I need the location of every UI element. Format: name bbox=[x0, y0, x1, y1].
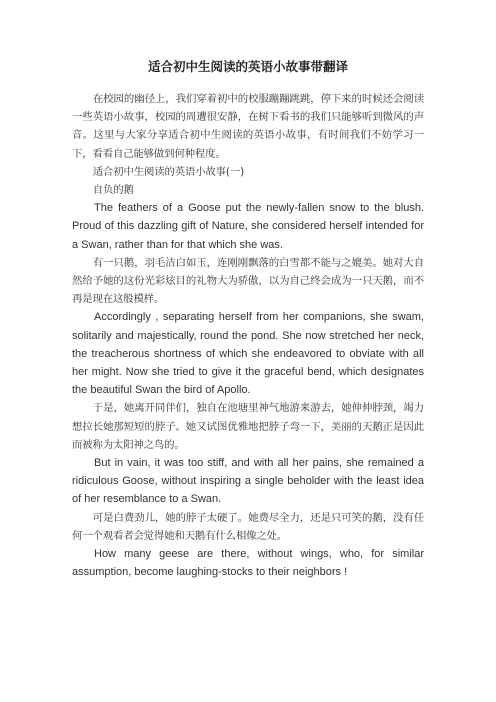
english-paragraph: But in vain, it was too stiff, and with all her pains, she remained a ridiculous Goose, without inspiring a single beholder with the least idea of her resemblance to a Swan. bbox=[72, 457, 424, 506]
story-title: 自负的鹅 bbox=[92, 184, 134, 197]
chinese-paragraph: 有一只鹅，羽毛洁白如玉，连刚刚飘落的白雪都不能与之媲美。她对大自然给予她的这份光彩炫目的礼物大为骄傲，以为自己终会成为一只天鹅，而不再是现在这般模样。 bbox=[72, 256, 424, 306]
english-paragraph: How many geese are there, without wings, who, for similar assumption, become laughing-stocks to their neighbors ! bbox=[72, 548, 424, 579]
intro-paragraph: 在校园的幽径上，我们穿着初中的校服蹦蹦跳跳，停下来的时候还会阅读一些英语小故事，校园的周遭很安静，在树下看书的我们只能够听到微风的声音。这里与大家分享适合初中生阅读的英语小故事，有时间我们不妨学习一下，看看自己能够做到何种程度。 bbox=[72, 93, 424, 160]
chinese-paragraph: 可是白费劲儿，她的脖子太硬了。她费尽全力，还是只可笑的鹅，没有任何一个观看者会觉得她和天鹅有什么相像之处。 bbox=[72, 511, 424, 542]
english-paragraph: The feathers of a Goose put the newly-fallen snow to the blush. Proud of this dazzling gift of Nature, she considered herself intended for a Swan, rather than for that which she was. bbox=[72, 202, 424, 251]
english-paragraph: Accordingly , separating herself from her companions, she swam, solitarily and majestically, round the pond. She now stretched her neck, the treacherous shortness of which she endeavored to obviate with all her might. Now she tried to give it the graceful bend, which designates the beautiful Swan the bird of Apollo. bbox=[72, 311, 424, 397]
section-heading: 适合初中生阅读的英语小故事(一) bbox=[92, 165, 244, 178]
chinese-paragraph: 于是，她离开同伴们，独自在池塘里神气地游来游去，她伸伸脖颈，竭力想拉长她那短短的脖子。她又试图优雅地把脖子弯一下，美丽的天鹅正是因此而被称为太阳神之鸟的。 bbox=[72, 402, 424, 451]
document-title: 适合初中生阅读的英语小故事带翻译 bbox=[147, 59, 348, 74]
